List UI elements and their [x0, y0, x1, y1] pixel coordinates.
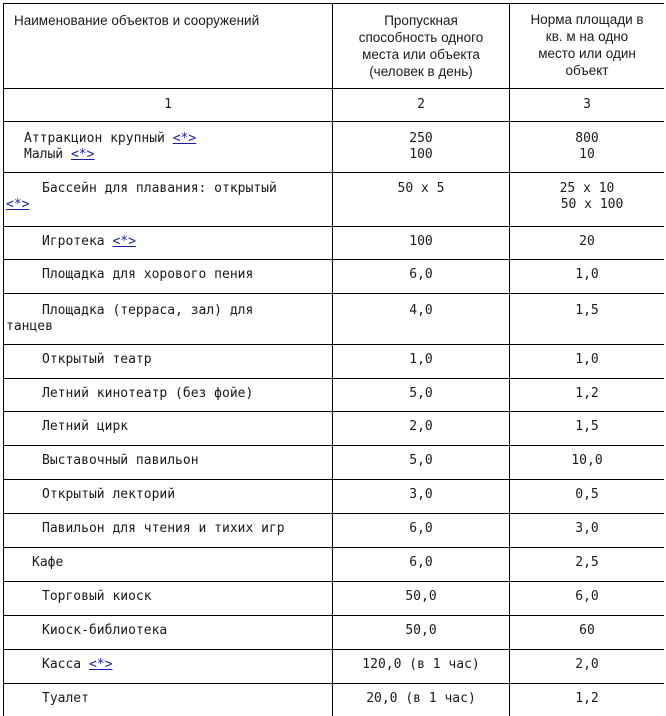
capacity-cell: 3,0	[333, 480, 510, 514]
footnote-link[interactable]: <*>	[172, 131, 197, 146]
norm-cell: 1,5	[510, 294, 665, 345]
table-row	[4, 260, 665, 294]
table-row	[4, 379, 665, 412]
object-name-cell: Открытый лекторий	[4, 480, 333, 514]
norms-table	[3, 3, 664, 716]
object-name-cell: Касса <*>	[4, 650, 333, 684]
capacity-cell: 50,0	[333, 582, 510, 616]
norm-cell: 1,2	[510, 379, 665, 412]
norm-cell: 20	[510, 227, 665, 260]
header-row	[4, 4, 665, 89]
norm-cell: 25 x 10 50 x 100	[510, 173, 665, 227]
object-name-cell: Торговый киоск	[4, 582, 333, 616]
norm-cell: 2,0	[510, 650, 665, 684]
footnote-link[interactable]: <*>	[112, 234, 136, 249]
table-row	[4, 684, 665, 716]
object-name-cell: Летний кинотеатр (без фойе)	[4, 379, 333, 412]
capacity-cell: 2,0	[333, 412, 510, 446]
capacity-cell: 4,0	[333, 294, 510, 345]
table-row	[4, 122, 665, 173]
object-name-cell: Площадка (терраса, зал) для танцев	[4, 294, 333, 345]
header-capacity: Пропускная способность одного места или объекта (человек в день)	[333, 4, 510, 89]
object-name-cell: Аттракцион крупный <*> Малый <*>	[4, 122, 333, 173]
capacity-cell: 100	[333, 227, 510, 260]
norm-cell: 1,5	[510, 412, 665, 446]
table-row	[4, 345, 665, 379]
object-name-cell: Открытый театр	[4, 345, 333, 379]
table-row	[4, 294, 665, 345]
norm-cell: 6,0	[510, 582, 665, 616]
capacity-cell: 5,0	[333, 379, 510, 412]
object-name-cell: Игротека <*>	[4, 227, 333, 260]
column-number: 1	[4, 89, 333, 122]
object-name-cell: Павильон для чтения и тихих игр	[4, 514, 333, 548]
norm-cell: 2,5	[510, 548, 665, 582]
table-row	[4, 548, 665, 582]
object-name-cell: Туалет	[4, 684, 333, 716]
object-name-cell: Киоск-библиотека	[4, 616, 333, 650]
object-name-cell: Бассейн для плавания: открытый <*>	[4, 173, 333, 227]
table-row	[4, 650, 665, 684]
capacity-cell: 120,0 (в 1 час)	[333, 650, 510, 684]
footnote-link[interactable]: <*>	[88, 657, 113, 672]
object-name-cell: Летний цирк	[4, 412, 333, 446]
table-row	[4, 616, 665, 650]
norm-cell: 3,0	[510, 514, 665, 548]
capacity-cell: 50 x 5	[333, 173, 510, 227]
capacity-cell: 5,0	[333, 446, 510, 480]
header-object-name: Наименование объектов и сооружений	[4, 4, 333, 89]
table-row	[4, 582, 665, 616]
norm-cell: 10,0	[510, 446, 665, 480]
object-name-cell: Площадка для хорового пения	[4, 260, 333, 294]
table-row	[4, 173, 665, 227]
capacity-cell: 6,0	[333, 548, 510, 582]
object-name-cell: Выставочный павильон	[4, 446, 333, 480]
capacity-cell: 20,0 (в 1 час)	[333, 684, 510, 716]
column-number-row	[4, 89, 665, 122]
column-number: 2	[333, 89, 510, 122]
header-area-norm: Норма площади в кв. м на одно место или один объект	[510, 4, 665, 89]
table-row	[4, 480, 665, 514]
table-row	[4, 412, 665, 446]
capacity-cell: 250 100	[333, 122, 510, 173]
capacity-cell: 1,0	[333, 345, 510, 379]
capacity-cell: 50,0	[333, 616, 510, 650]
capacity-cell: 6,0	[333, 514, 510, 548]
table-row	[4, 446, 665, 480]
column-number: 3	[510, 89, 665, 122]
norm-cell: 1,0	[510, 345, 665, 379]
norm-cell: 1,0	[510, 260, 665, 294]
norm-cell: 0,5	[510, 480, 665, 514]
table-row	[4, 227, 665, 260]
norms-table-document	[3, 3, 664, 716]
norm-cell: 1,2	[510, 684, 665, 716]
capacity-cell: 6,0	[333, 260, 510, 294]
object-name-cell: Кафе	[4, 548, 333, 582]
table-row	[4, 514, 665, 548]
footnote-link[interactable]: <*>	[6, 197, 30, 212]
norm-cell: 60	[510, 616, 665, 650]
footnote-link[interactable]: <*>	[70, 147, 95, 162]
norm-cell: 800 10	[510, 122, 665, 173]
